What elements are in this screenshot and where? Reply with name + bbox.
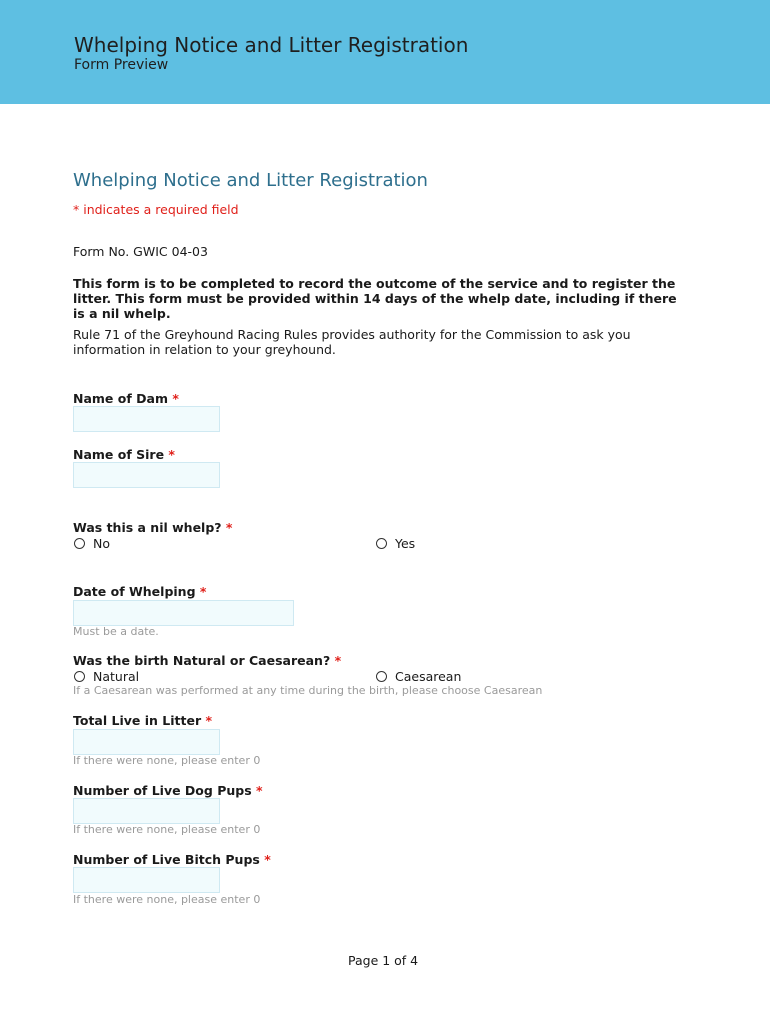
birth-help: If a Caesarean was performed at any time during the birth, please choose Caesarean: [73, 684, 543, 697]
rule-text: Rule 71 of the Greyhound Racing Rules provides authority for the Commission to ask you information in relation to your greyhound.: [73, 327, 631, 357]
radio-icon[interactable]: [74, 671, 85, 682]
bitch-pups-label: Number of Live Bitch Pups *: [73, 852, 271, 867]
header-banner: [0, 0, 770, 104]
header-subtitle: Form Preview: [74, 57, 169, 73]
total-live-help: If there were none, please enter 0: [73, 754, 261, 767]
page-number: Page 1 of 4: [348, 953, 419, 968]
date-input[interactable]: [73, 600, 294, 626]
nil-whelp-option-no[interactable]: No: [74, 536, 110, 551]
dam-label: Name of Dam *: [73, 391, 179, 406]
nil-whelp-option-yes[interactable]: Yes: [376, 536, 415, 551]
total-live-label: Total Live in Litter *: [73, 713, 213, 728]
required-note: * indicates a required field: [73, 202, 239, 217]
form-number: Form No. GWIC 04-03: [73, 244, 208, 259]
dog-pups-help: If there were none, please enter 0: [73, 823, 261, 836]
sire-label: Name of Sire *: [73, 447, 175, 462]
birth-option-caesarean[interactable]: Caesarean: [376, 669, 461, 684]
bitch-pups-help: If there were none, please enter 0: [73, 893, 261, 906]
date-help: Must be a date.: [73, 625, 159, 638]
birth-label: Was the birth Natural or Caesarean? *: [73, 653, 342, 668]
header-title: Whelping Notice and Litter Registration: [74, 33, 469, 57]
bitch-pups-input[interactable]: [73, 867, 220, 893]
form-title: Whelping Notice and Litter Registration: [73, 170, 428, 191]
dog-pups-input[interactable]: [73, 798, 220, 824]
total-live-input[interactable]: [73, 729, 220, 755]
radio-icon[interactable]: [74, 538, 85, 549]
radio-icon[interactable]: [376, 671, 387, 682]
sire-input[interactable]: [73, 462, 220, 488]
date-label: Date of Whelping *: [73, 584, 207, 599]
dam-input[interactable]: [73, 406, 220, 432]
radio-icon[interactable]: [376, 538, 387, 549]
birth-option-natural[interactable]: Natural: [74, 669, 139, 684]
intro-text: This form is to be completed to record the outcome of the service and to register the litter. This form must be provided within 14 days of the whelp date, including if there is a nil whelp.: [73, 276, 677, 321]
nil-whelp-label: Was this a nil whelp? *: [73, 520, 233, 535]
dog-pups-label: Number of Live Dog Pups *: [73, 783, 263, 798]
